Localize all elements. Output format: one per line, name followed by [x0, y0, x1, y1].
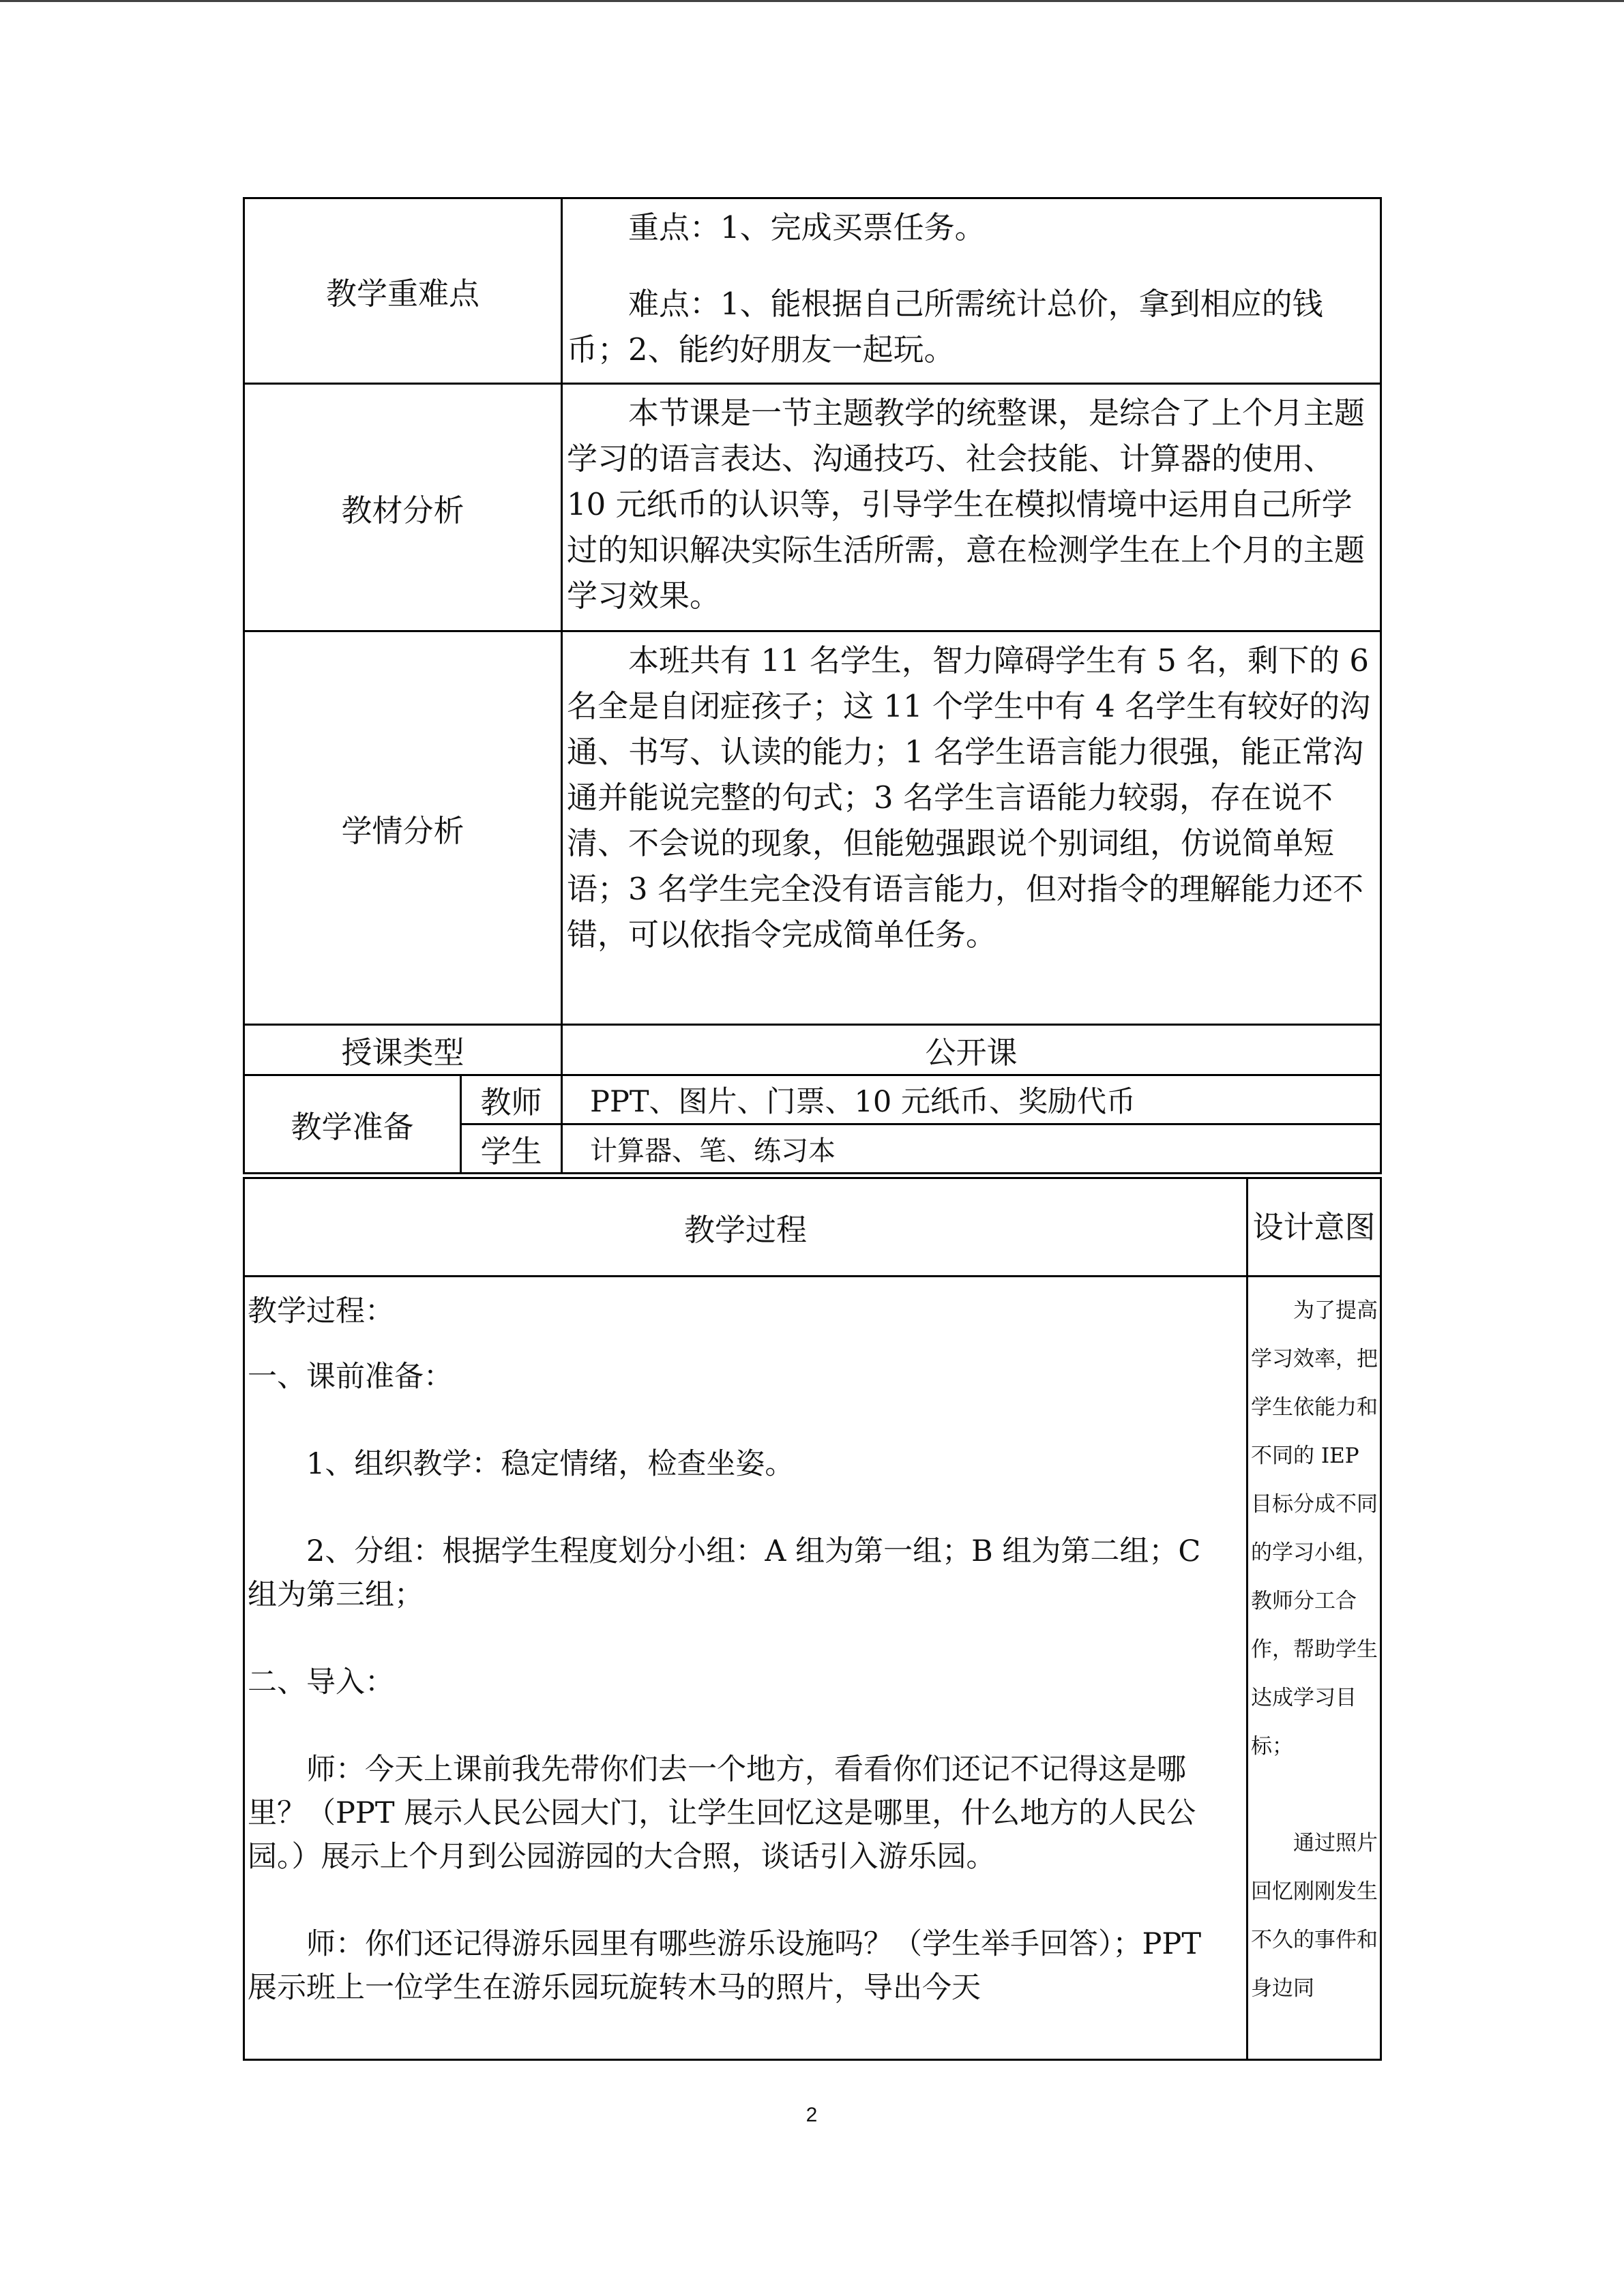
teaching-process-table — [243, 1177, 1382, 2061]
page-number: 2 — [806, 2104, 818, 2126]
preparation-teacher-label: 教师 — [461, 1075, 562, 1124]
teacher-line-2: 师：你们还记得游乐园里有哪些游乐设施吗？（学生举手回答）；PPT 展示班上一位学生在游乐园玩旋转木马的照片，导出今天 — [248, 1927, 1202, 2005]
row-key-points — [244, 198, 1381, 384]
process-content — [244, 1277, 1247, 2060]
material-analysis-text: 本节课是一节主题教学的统整课，是综合了上个月主题学习的语言表达、沟通技巧、社会技能、计算器的使用、10 元纸币的认识等，引导学生在模拟情境中运用自己所学过的知识解决实际生活所需，意在检测学生在上个月的主题学习效果。 — [567, 395, 1365, 614]
process-body-row — [244, 1277, 1381, 2060]
step-grouping: 2、分组：根据学生程度划分小组：A 组为第一组；B 组为第二组；C 组为第三组； — [248, 1534, 1201, 1612]
preparation-student-label: 学生 — [461, 1124, 562, 1174]
row-material-analysis — [244, 384, 1381, 631]
design-intent-note-1: 为了提高学习效率，把学生依能力和不同的 IEP 目标分成不同的学习小组，教师分工合作，帮助学生达成学习目标； — [1251, 1298, 1378, 1759]
material-analysis-cell — [562, 384, 1381, 631]
student-analysis-label: 学情分析 — [244, 631, 562, 1025]
key-points-label: 教学重难点 — [244, 198, 562, 384]
process-title: 教学过程： — [248, 1294, 394, 1328]
page-top-rule — [0, 0, 1624, 2]
student-analysis-text: 本班共有 11 名学生，智力障碍学生有 5 名，剩下的 6 名全是自闭症孩子；这 11 个学生中有 4 名学生有较好的沟通、书写、认读的能力；1 名学生语言能力很强，能正常沟通并能说完整的句式；3 名学生言语能力较弱，存在说不清、不会说的现象，但能勉强跟说个别词组，仿说简单短语；3 名学生完全没有语言能力，但对指令的理解能力还不错，可以依指令完成简单任务。 — [567, 642, 1371, 953]
section-introduction: 二、导入： — [248, 1665, 394, 1699]
lesson-info-table — [243, 197, 1382, 1174]
process-header-row — [244, 1178, 1381, 1277]
row-lesson-type — [244, 1025, 1381, 1075]
focus-text: 重点：1、完成买票任务。 — [628, 209, 986, 245]
key-points-cell — [562, 198, 1381, 384]
row-student-analysis — [244, 631, 1381, 1025]
preparation-teacher-value: PPT、图片、门票、10 元纸币、奖励代币 — [562, 1075, 1381, 1124]
material-analysis-label: 教材分析 — [244, 384, 562, 631]
teacher-line-1: 师：今天上课前我先带你们去一个地方，看看你们还记不记得这是哪里？（PPT 展示人民公园大门，让学生回忆这是哪里，什么地方的人民公园。）展示上个月到公园游园的大合照，谈话引入游乐园。 — [248, 1753, 1196, 1874]
lesson-type-value: 公开课 — [562, 1025, 1381, 1075]
preparation-student-value: 计算器、笔、练习本 — [562, 1124, 1381, 1174]
design-intent-content — [1247, 1277, 1381, 2060]
process-header: 教学过程 — [244, 1178, 1247, 1277]
row-preparation-teacher — [244, 1075, 1381, 1124]
student-analysis-cell — [562, 631, 1381, 1025]
step-organize: 1、组织教学：稳定情绪，检查坐姿。 — [306, 1447, 795, 1481]
preparation-label: 教学准备 — [244, 1075, 461, 1174]
design-intent-header: 设计意图 — [1247, 1178, 1381, 1277]
design-intent-note-2: 通过照片回忆刚刚发生不久的事件和身边同 — [1251, 1831, 1378, 2001]
lesson-type-label: 授课类型 — [244, 1025, 562, 1075]
section-pre-class: 一、课前准备： — [248, 1360, 453, 1394]
difficulty-text: 难点：1、能根据自己所需统计总价，拿到相应的钱币；2、能约好朋友一起玩。 — [567, 286, 1323, 368]
